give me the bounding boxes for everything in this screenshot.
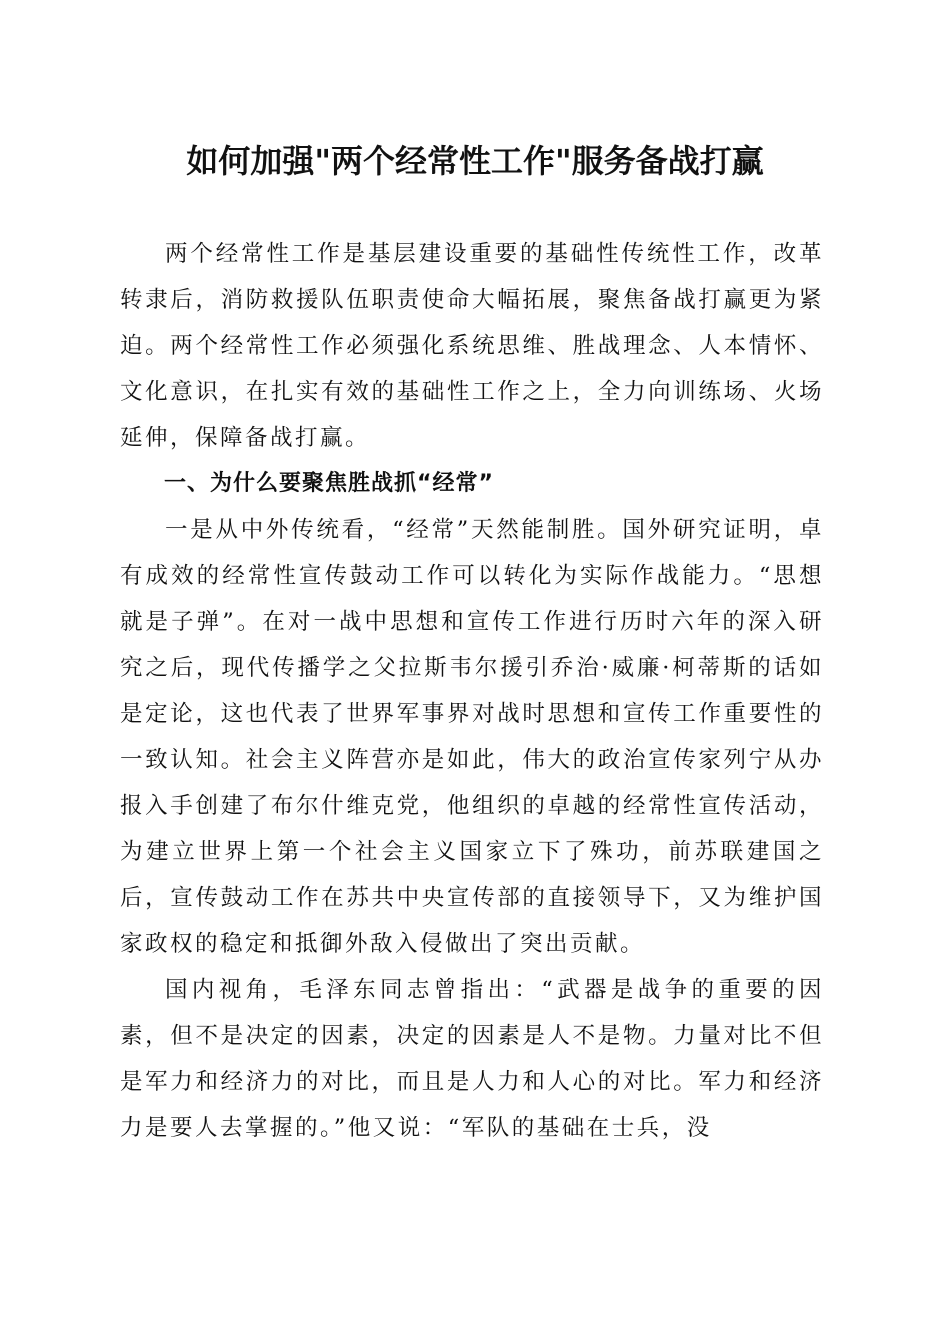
- document-title: 如何加强"两个经常性工作"服务备战打赢: [186, 142, 764, 180]
- paragraph-domestic-view: 国内视角，毛泽东同志曾指出：“武器是战争的重要的因素，但不是决定的因素，决定的因素是人不是物。力量对比不但是军力和经济力的对比，而且是人力和人心的对比。军力和经济力是要人去掌握的。”他又说：“军队的基础在士兵，没: [120, 977, 824, 1141]
- document-body: [120, 231, 824, 1151]
- section-heading-1: 一、为什么要聚焦胜战抓“经常”: [164, 471, 494, 496]
- paragraph-foreign-tradition: 一是从中外传统看，“经常”天然能制胜。国外研究证明，卓有成效的经常性宣传鼓动工作可以转化为实际作战能力。“思想就是子弹”。在对一战中思想和宣传工作进行历时六年的深入研究之后，现代传播学之父拉斯韦尔援引乔治·威廉·柯蒂斯的话如是定论，这也代表了世界军事界对战时思想和宣传工作重要性的一致认知。社会主义阵营亦是如此，伟大的政治宣传家列宁从办报入手创建了布尔什维克党，他组织的卓越的经常性宣传活动，为建立世界上第一个社会主义国家立下了殊功，前苏联建国之后，宣传鼓动工作在苏共中央宣传部的直接领导下，又为维护国家政权的稳定和抵御外敌入侵做出了突出贡献。: [120, 517, 824, 957]
- intro-paragraph: 两个经常性工作是基层建设重要的基础性传统性工作，改革转隶后，消防救援队伍职责使命大幅拓展，聚焦备战打赢更为紧迫。两个经常性工作必须强化系统思维、胜战理念、人本情怀、文化意识，在扎实有效的基础性工作之上，全力向训练场、火场延伸，保障备战打赢。: [120, 241, 824, 451]
